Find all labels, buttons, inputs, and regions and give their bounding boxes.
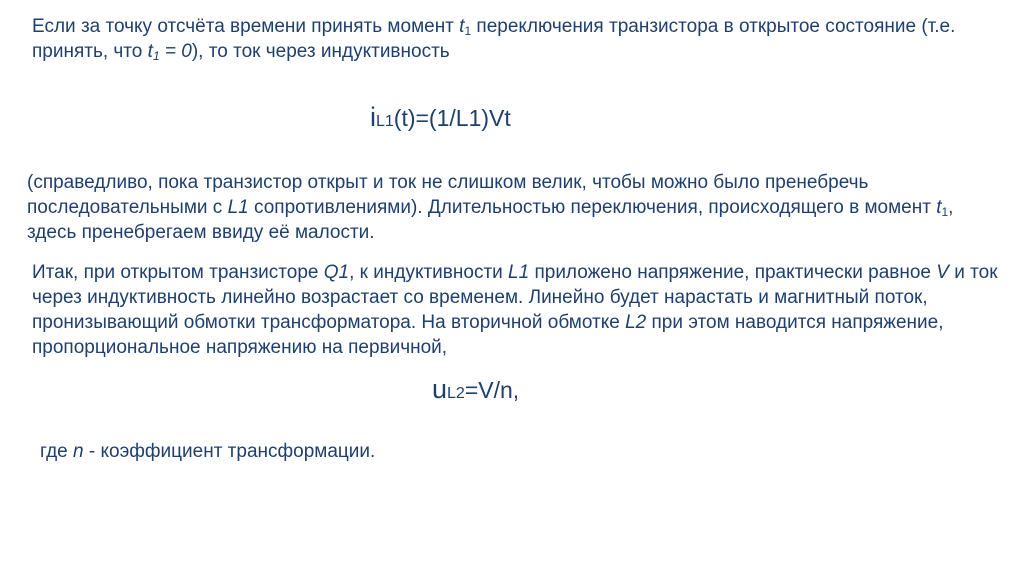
formula-symbol: i [370, 102, 376, 132]
variable-n: n [73, 441, 84, 462]
definition-paragraph [40, 439, 840, 464]
variable-L2: L2 [625, 312, 647, 333]
text-segment: и ток через индуктивность линейно возрастает со временем. Линейно будет нарастать и магнитный поток, пронизывающий обмотки трансформатора. На вторичной обмотке [32, 262, 998, 333]
text-segment: , к индуктивности [349, 262, 509, 283]
text-segment: - коэффициент трансформации. [83, 441, 376, 462]
formula-expression: (t)=(1/L1)Vt [393, 105, 511, 131]
text-segment: переключения транзистора в открытое состояние (т.е. принять, что [32, 16, 956, 62]
variable-Q1: Q1 [323, 262, 350, 283]
variable-t1 [148, 41, 192, 62]
variable-t: t [936, 197, 942, 218]
formula-subscript: L2 [447, 385, 465, 402]
variable-V: V [936, 262, 949, 283]
variable-t: t [147, 41, 153, 62]
subscript: 1 [941, 205, 949, 219]
formula-expression: =V/n, [464, 377, 520, 403]
text-segment: при этом наводится напряжение, пропорциональное напряжению на первичной, [32, 312, 944, 358]
explanation-paragraph [32, 260, 1017, 360]
text-segment: Если за точку отсчёта времени принять момент [32, 16, 460, 37]
text-segment: ), то ток через индуктивность [191, 41, 450, 62]
subscript: 1 [152, 49, 160, 63]
text-segment: где [40, 441, 74, 462]
intro-paragraph [32, 14, 992, 64]
variable-L1: L1 [508, 262, 530, 283]
text-segment: , здесь пренебрегаем ввиду её малости. [27, 197, 954, 243]
variable-t: t [459, 16, 465, 37]
subscript: 1 [464, 24, 472, 38]
formula-symbol: u [432, 374, 448, 404]
formula-subscript: L1 [376, 113, 394, 130]
text-segment: Итак, при открытом транзисторе [32, 262, 324, 283]
inductor-current-formula [370, 102, 511, 137]
text-segment: сопротивлениями). Длительностью переключения, происходящего в момент [248, 197, 937, 218]
secondary-voltage-formula [432, 374, 519, 409]
variable-L1: L1 [227, 197, 249, 218]
condition-paragraph [27, 170, 1007, 245]
text-segment: приложено напряжение, практически равное [529, 262, 937, 283]
equals-zero: = 0 [159, 41, 192, 62]
text-segment: (справедливо, пока транзистор открыт и ток не слишком велик, чтобы можно было пренебречь последовательными с [27, 172, 869, 218]
